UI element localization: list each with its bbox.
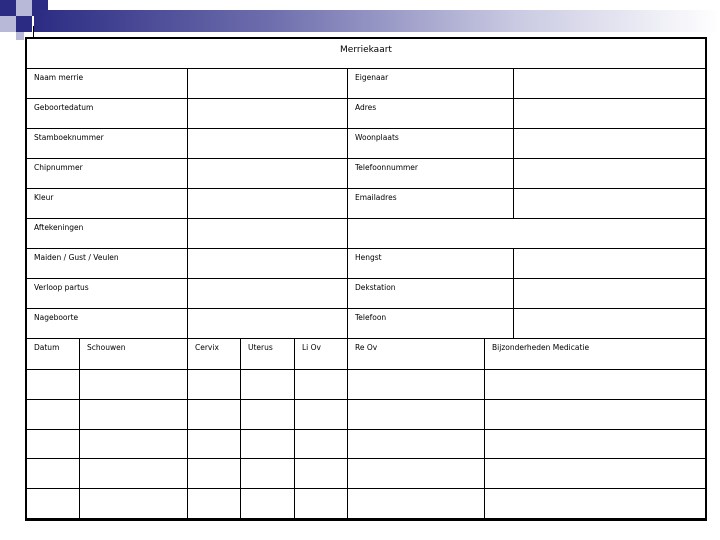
exam-cell[interactable] xyxy=(348,489,485,519)
header-gradient-bar xyxy=(34,10,720,32)
exam-cell[interactable] xyxy=(295,370,348,400)
exam-cell[interactable] xyxy=(348,459,485,489)
exam-cell[interactable] xyxy=(241,400,295,430)
field-value[interactable] xyxy=(514,189,705,219)
field-value[interactable] xyxy=(348,219,705,249)
decor-square xyxy=(16,0,32,16)
exam-cell[interactable] xyxy=(295,400,348,430)
field-value[interactable] xyxy=(514,249,705,279)
form-title: Merriekaart xyxy=(27,39,705,69)
exam-cell[interactable] xyxy=(295,430,348,460)
field-value[interactable] xyxy=(188,189,348,219)
field-label: Eigenaar xyxy=(348,69,514,99)
exam-cell[interactable] xyxy=(27,400,80,430)
exam-cell[interactable] xyxy=(485,370,705,400)
field-label: Telefoon xyxy=(348,309,514,339)
field-value[interactable] xyxy=(514,129,705,159)
exam-cell[interactable] xyxy=(348,370,485,400)
exam-cell[interactable] xyxy=(27,489,80,519)
decor-square xyxy=(16,32,24,40)
field-label: Kleur xyxy=(27,189,188,219)
exam-header: Bijzonderheden Medicatie xyxy=(485,339,705,370)
exam-cell[interactable] xyxy=(80,489,188,519)
exam-cell[interactable] xyxy=(27,459,80,489)
exam-cell[interactable] xyxy=(485,430,705,460)
mare-record-form xyxy=(25,37,707,521)
field-label: Hengst xyxy=(348,249,514,279)
field-value[interactable] xyxy=(514,99,705,129)
exam-cell[interactable] xyxy=(188,370,241,400)
exam-header: Schouwen xyxy=(80,339,188,370)
field-label: Aftekeningen xyxy=(27,219,188,249)
decor-square xyxy=(0,16,16,32)
exam-header: Datum xyxy=(27,339,80,370)
exam-cell[interactable] xyxy=(241,459,295,489)
field-value[interactable] xyxy=(188,159,348,189)
field-label: Maiden / Gust / Veulen xyxy=(27,249,188,279)
field-value[interactable] xyxy=(188,249,348,279)
field-label: Dekstation xyxy=(348,279,514,309)
field-value[interactable] xyxy=(514,69,705,99)
exam-header: Uterus xyxy=(241,339,295,370)
field-value[interactable] xyxy=(514,279,705,309)
decor-square xyxy=(16,16,32,32)
exam-cell[interactable] xyxy=(188,489,241,519)
field-value[interactable] xyxy=(188,99,348,129)
exam-cell[interactable] xyxy=(348,400,485,430)
exam-cell[interactable] xyxy=(485,489,705,519)
exam-cell[interactable] xyxy=(348,430,485,460)
field-label: Nageboorte xyxy=(27,309,188,339)
exam-cell[interactable] xyxy=(80,400,188,430)
exam-header: Re Ov xyxy=(348,339,485,370)
field-value[interactable] xyxy=(514,159,705,189)
field-label: Geboortedatum xyxy=(27,99,188,129)
field-label: Naam merrie xyxy=(27,69,188,99)
exam-cell[interactable] xyxy=(80,370,188,400)
exam-cell[interactable] xyxy=(485,459,705,489)
field-value[interactable] xyxy=(188,69,348,99)
exam-cell[interactable] xyxy=(241,430,295,460)
field-value[interactable] xyxy=(188,309,348,339)
exam-cell[interactable] xyxy=(27,430,80,460)
exam-cell[interactable] xyxy=(241,489,295,519)
exam-cell[interactable] xyxy=(188,430,241,460)
field-value[interactable] xyxy=(188,219,348,249)
exam-cell[interactable] xyxy=(295,459,348,489)
exam-cell[interactable] xyxy=(188,400,241,430)
exam-cell[interactable] xyxy=(295,489,348,519)
field-value[interactable] xyxy=(514,309,705,339)
exam-cell[interactable] xyxy=(188,459,241,489)
exam-cell[interactable] xyxy=(485,400,705,430)
field-label: Chipnummer xyxy=(27,159,188,189)
field-label: Verloop partus xyxy=(27,279,188,309)
field-value[interactable] xyxy=(188,129,348,159)
exam-cell[interactable] xyxy=(80,459,188,489)
field-label: Telefoonnummer xyxy=(348,159,514,189)
field-label: Adres xyxy=(348,99,514,129)
exam-header: Li Ov xyxy=(295,339,348,370)
exam-cell[interactable] xyxy=(80,430,188,460)
exam-cell[interactable] xyxy=(27,370,80,400)
decor-square xyxy=(0,0,16,16)
field-label: Emailadres xyxy=(348,189,514,219)
exam-header: Cervix xyxy=(188,339,241,370)
field-label: Woonplaats xyxy=(348,129,514,159)
field-label: Stamboeknummer xyxy=(27,129,188,159)
exam-cell[interactable] xyxy=(241,370,295,400)
field-value[interactable] xyxy=(188,279,348,309)
